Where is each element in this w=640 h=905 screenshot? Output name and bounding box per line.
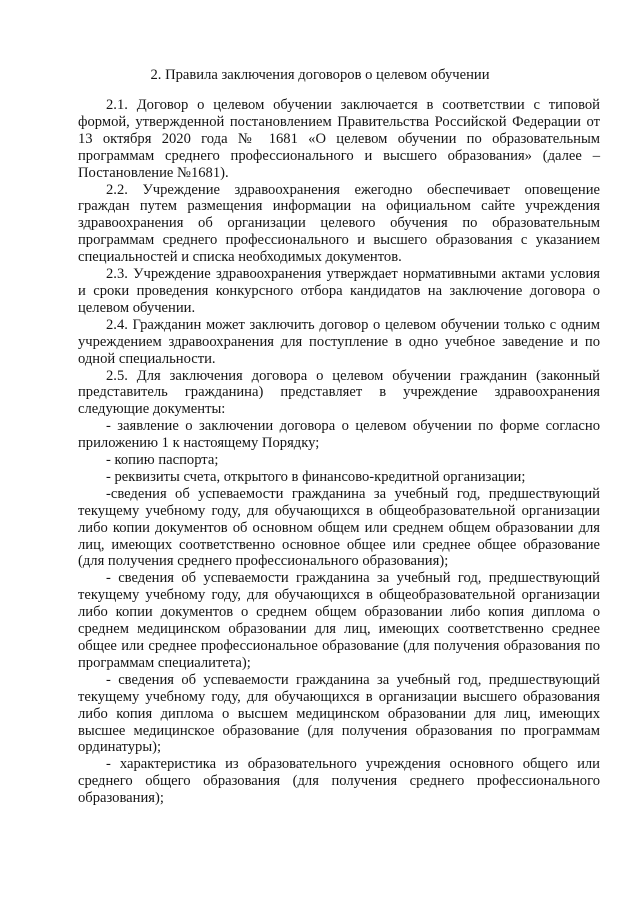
paragraph-2-2: 2.2. Учреждение здравоохранения ежегодно обеспечивает оповещение граждан путем размещения информации на официальном сайте учреждения здравоохранения об организации целевого обучения по образовательным программам среднего профессионального и высшего образования с указанием специальностей и списка необходимых документов.	[78, 181, 600, 266]
paragraph-2-4: 2.4. Гражданин может заключить договор о целевом обучении только с одним учреждением здравоохранения для поступление в одно учебное заведение и по одной специальности.	[78, 316, 600, 367]
paragraph-2-5: 2.5. Для заключения договора о целевом обучении гражданин (законный представитель гражданина) представляет в учреждение здравоохранения следующие документы:	[78, 367, 600, 418]
paragraph-2-3: 2.3. Учреждение здравоохранения утверждает нормативными актами условия и сроки проведения конкурсного отбора кандидатов на заключение договора о целевом обучении.	[78, 266, 600, 316]
paragraph-2-1: 2.1. Договор о целевом обучении заключается в соответствии с типовой формой, утвержденной постановлением Правительства Российской Федерации от 13 октября 2020 года № 1681 «О целевом обучении по образовательным программам среднего профессионального и высшего образования» (далее – Постановление №1681).	[78, 97, 600, 181]
document-body	[78, 97, 600, 807]
list-item-grades-residency: - сведения об успеваемости гражданина за учебный год, предшествующий текущему учебному году, для обучающихся в организации высшего образования либо копия диплома о высшем медицинском образовании для лиц, имеющих высшее медицинское образование (для получения образования по программам ординатуры);	[78, 671, 600, 756]
section-title: 2. Правила заключения договоров о целевом обучении	[150, 67, 490, 83]
list-item-passport: - копию паспорта;	[106, 452, 219, 469]
list-item-bank-account: - реквизиты счета, открытого в финансово-кредитной организации;	[106, 468, 526, 485]
list-item-application: - заявление о заключении договора о целевом обучении по форме согласно приложению 1 к настоящему Порядку;	[78, 418, 600, 452]
list-item-grades-specialist: - сведения об успеваемости гражданина за учебный год, предшествующий текущему учебному году, для обучающихся в общеобразовательной организации либо копии документов о среднем общем образовании либо копия диплома о среднем медицинском образовании для лиц, имеющих соответственно среднее общее или среднее профессиональное образование (для получения образования по программам специалитета);	[78, 570, 600, 671]
list-item-school-reference: - характеристика из образовательного учреждения основного общего или среднего общего образования (для получения среднего профессионального образования);	[78, 756, 600, 807]
list-item-grades-secondary-vocational: -сведения об успеваемости гражданина за учебный год, предшествующий текущему учебному году, для обучающихся в общеобразовательной организации либо копии документов об основном общем или среднем общем образовании для лиц, имеющих соответственно основное общее или среднее общее образование (для получения среднего профессионального образования);	[78, 485, 600, 570]
document-list	[78, 418, 600, 807]
